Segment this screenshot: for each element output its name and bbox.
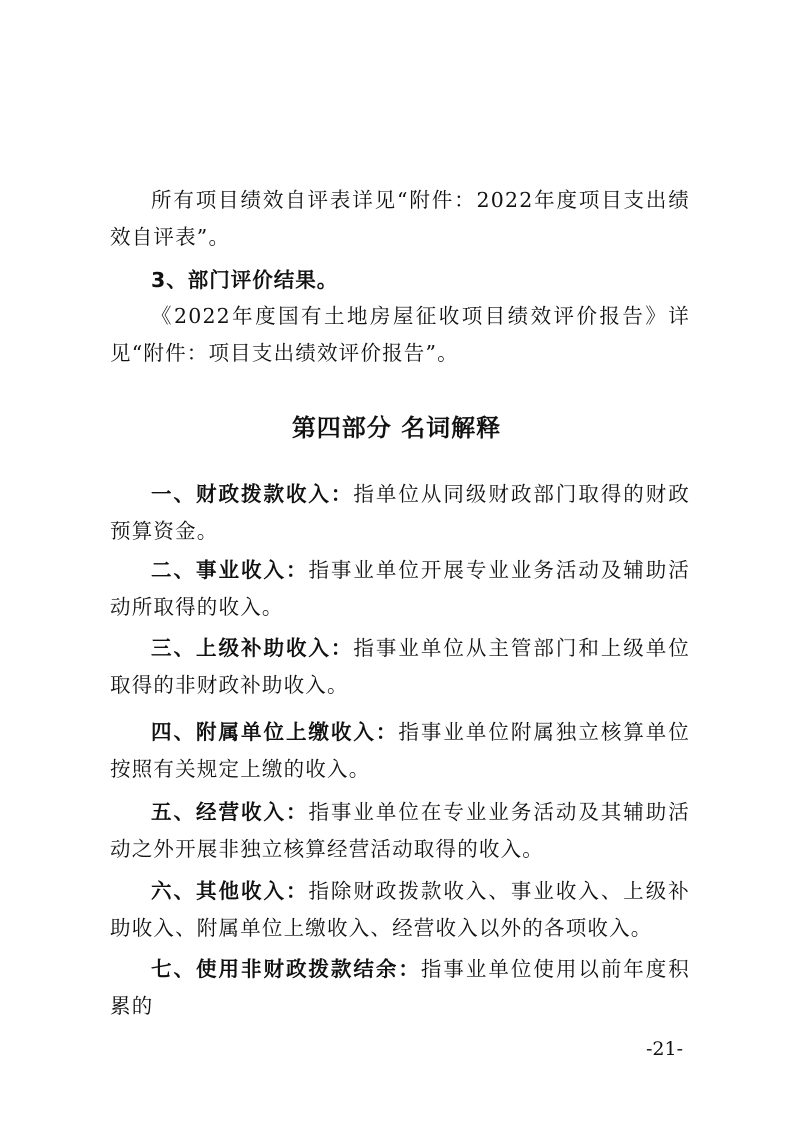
definition-text: 指事业单位在专业业务活动及其辅助活动之外开展非独立核算经营活动取得的收入。: [110, 800, 690, 861]
definition-6: [110, 873, 690, 947]
page-number: -21-: [645, 1038, 683, 1060]
definition-text: 指事业单位开展专业业务活动及辅助活动所取得的收入。: [110, 558, 690, 619]
definition-term: 七、使用非财政拨款结余：: [151, 957, 421, 981]
definition-2: [110, 552, 690, 626]
definition-term: 四、附属单位上缴收入：: [151, 720, 399, 744]
definition-4: [110, 714, 690, 788]
definition-text: 指事业单位从主管部门和上级单位取得的非财政补助收入。: [110, 636, 690, 697]
section-title: 第四部分 名词解释: [291, 414, 502, 442]
definition-1: [110, 476, 690, 550]
definition-term: 一、财政拨款收入：: [151, 482, 354, 506]
subheading-department-evaluation: 3、部门评价结果。: [151, 268, 339, 292]
definition-3: [110, 630, 690, 704]
paragraph-evaluation-report: 《2022年度国有土地房屋征收项目绩效评价报告》详见“附件：项目支出绩效评价报告”。: [110, 304, 690, 365]
definition-text: 指单位从同级财政部门取得的财政预算资金。: [110, 482, 690, 543]
definition-text: 指除财政拨款收入、事业收入、上级补助收入、附属单位上缴收入、经营收入以外的各项收入。: [110, 879, 690, 940]
definition-text: 指事业单位附属独立核算单位按照有关规定上缴的收入。: [110, 720, 690, 781]
definition-term: 二、事业收入：: [151, 558, 309, 582]
definition-text: 指事业单位使用以前年度积累的: [110, 957, 690, 1018]
definition-term: 三、上级补助收入：: [151, 636, 354, 660]
definition-term: 六、其他收入：: [151, 879, 309, 903]
definition-5: [110, 794, 690, 868]
paragraph-self-evaluation: 所有项目绩效自评表详见“附件：2022年度项目支出绩效自评表”。: [110, 188, 690, 249]
definition-7: [110, 951, 690, 1025]
definition-term: 五、经营收入：: [151, 800, 309, 824]
